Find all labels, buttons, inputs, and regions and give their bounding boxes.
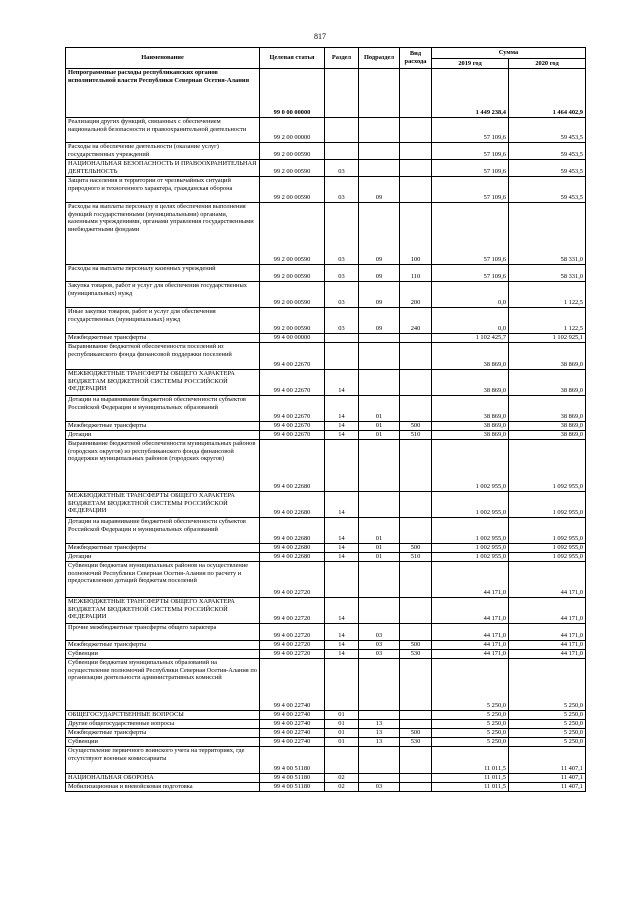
row-name: Дотации — [66, 553, 260, 562]
row-name: Субвенции — [66, 650, 260, 659]
row-sum-2020: 38 869,0 — [509, 396, 586, 422]
row-sum-2020: 59 453,5 — [509, 118, 586, 143]
row-target-article: 99 2 00 00590 — [260, 143, 325, 160]
row-sum-2020: 1 092 955,0 — [509, 492, 586, 518]
table-row — [66, 160, 586, 177]
row-sum-2020: 5 250,0 — [509, 720, 586, 729]
row-name: Другие общегосударственные вопросы — [66, 720, 260, 729]
row-sum-2020: 5 250,0 — [509, 711, 586, 720]
row-podrazdel — [359, 343, 400, 370]
row-sum-2020: 59 453,5 — [509, 160, 586, 177]
row-name: Межбюджетные трансферты — [66, 334, 260, 343]
row-sum-2019: 5 250,0 — [432, 729, 509, 738]
row-sum-2020: 1 092 955,0 — [509, 553, 586, 562]
budget-table — [65, 47, 586, 792]
row-podrazdel: 13 — [359, 720, 400, 729]
row-sum-2020: 1 102 925,1 — [509, 334, 586, 343]
row-podrazdel: 03 — [359, 783, 400, 792]
row-vid: 530 — [400, 738, 432, 747]
row-razdel: 14 — [325, 544, 359, 553]
row-name: Межбюджетные трансферты — [66, 729, 260, 738]
row-podrazdel — [359, 562, 400, 598]
row-name: Субвенции — [66, 738, 260, 747]
table-row — [66, 598, 586, 624]
table-row — [66, 492, 586, 518]
row-sum-2020: 5 250,0 — [509, 729, 586, 738]
table-row — [66, 431, 586, 440]
row-target-article: 99 4 00 00000 — [260, 334, 325, 343]
header-target-article: Целевая статья — [260, 48, 325, 69]
row-target-article: 99 4 00 22680 — [260, 440, 325, 492]
row-vid: 240 — [400, 308, 432, 334]
header-summa: Сумма — [432, 48, 586, 59]
table-row — [66, 308, 586, 334]
row-target-article: 99 4 00 22670 — [260, 422, 325, 431]
row-sum-2019: 44 171,0 — [432, 598, 509, 624]
row-sum-2019: 1 102 425,7 — [432, 334, 509, 343]
row-vid: 110 — [400, 265, 432, 282]
row-sum-2020: 59 453,5 — [509, 177, 586, 203]
row-sum-2020: 5 250,0 — [509, 738, 586, 747]
row-target-article: 99 2 00 00590 — [260, 177, 325, 203]
row-vid — [400, 659, 432, 711]
row-target-article: 99 4 00 22680 — [260, 544, 325, 553]
row-sum-2019: 44 171,0 — [432, 562, 509, 598]
header-2020: 2020 год — [509, 59, 586, 69]
table-row — [66, 370, 586, 396]
row-target-article: 99 4 00 22740 — [260, 738, 325, 747]
row-razdel: 03 — [325, 203, 359, 265]
row-vid — [400, 492, 432, 518]
table-row — [66, 544, 586, 553]
row-vid: 200 — [400, 282, 432, 308]
row-sum-2020: 11 407,1 — [509, 774, 586, 783]
table-row — [66, 396, 586, 422]
row-vid: 500 — [400, 729, 432, 738]
row-name: Дотации на выравнивание бюджетной обеспеченности субъектов Российской Федерации и муниципальных образований — [66, 396, 260, 422]
row-razdel: 14 — [325, 553, 359, 562]
row-sum-2019: 57 109,6 — [432, 203, 509, 265]
row-podrazdel — [359, 492, 400, 518]
row-sum-2020: 1 122,5 — [509, 308, 586, 334]
row-target-article: 99 4 00 51180 — [260, 747, 325, 774]
row-podrazdel: 13 — [359, 738, 400, 747]
row-vid: 530 — [400, 650, 432, 659]
table-body — [66, 69, 586, 792]
row-sum-2020: 44 171,0 — [509, 562, 586, 598]
row-podrazdel: 09 — [359, 308, 400, 334]
row-sum-2019: 11 011,5 — [432, 783, 509, 792]
row-target-article: 99 4 00 22720 — [260, 650, 325, 659]
row-name: Расходы на выплаты персоналу казенных учреждений — [66, 265, 260, 282]
row-name: Субвенции бюджетам муниципальных районов на осуществление полномочий Республики Северная Осетия-Алания по расчету и предоставлению дотаций бюджетам поселений — [66, 562, 260, 598]
row-target-article: 99 4 00 22740 — [260, 711, 325, 720]
row-sum-2019: 57 109,6 — [432, 118, 509, 143]
row-sum-2020: 1 122,5 — [509, 282, 586, 308]
row-name: Выравнивание бюджетной обеспеченности муниципальных районов (городских округов) из республиканского фонда финансовой поддержки муниципальных районов (городских округов) — [66, 440, 260, 492]
row-sum-2019: 1 002 955,0 — [432, 553, 509, 562]
row-podrazdel — [359, 659, 400, 711]
header-vid-rashoda: Вид расхода — [400, 48, 432, 69]
row-podrazdel: 01 — [359, 422, 400, 431]
row-target-article: 99 4 00 22670 — [260, 431, 325, 440]
row-name: Осуществление первичного воинского учета на территориях, где отсутствуют военные комиссариаты — [66, 747, 260, 774]
row-sum-2020: 1 092 955,0 — [509, 440, 586, 492]
row-sum-2020: 38 869,0 — [509, 343, 586, 370]
row-vid: 500 — [400, 422, 432, 431]
row-podrazdel: 01 — [359, 431, 400, 440]
table-row — [66, 343, 586, 370]
row-target-article: 99 4 00 22720 — [260, 624, 325, 641]
row-razdel: 02 — [325, 783, 359, 792]
row-sum-2019: 38 869,0 — [432, 422, 509, 431]
row-razdel: 03 — [325, 160, 359, 177]
row-podrazdel — [359, 440, 400, 492]
row-vid — [400, 774, 432, 783]
row-sum-2019: 1 002 955,0 — [432, 544, 509, 553]
row-sum-2019: 5 250,0 — [432, 659, 509, 711]
row-target-article: 99 2 00 00590 — [260, 160, 325, 177]
header-name: Наименование — [66, 48, 260, 69]
row-sum-2019: 38 869,0 — [432, 370, 509, 396]
row-vid — [400, 69, 432, 118]
row-name: Межбюджетные трансферты — [66, 641, 260, 650]
table-row — [66, 440, 586, 492]
row-vid — [400, 783, 432, 792]
table-row — [66, 143, 586, 160]
row-podrazdel — [359, 774, 400, 783]
row-target-article: 99 2 00 00590 — [260, 308, 325, 334]
row-name: Дотации на выравнивание бюджетной обеспеченности субъектов Российской Федерации и муниципальных образований — [66, 518, 260, 544]
row-sum-2019: 57 109,6 — [432, 143, 509, 160]
table-row — [66, 624, 586, 641]
row-target-article: 99 4 00 51180 — [260, 774, 325, 783]
table-row — [66, 711, 586, 720]
row-vid — [400, 143, 432, 160]
row-target-article: 99 2 00 00590 — [260, 265, 325, 282]
row-vid: 500 — [400, 544, 432, 553]
row-razdel — [325, 747, 359, 774]
row-razdel: 14 — [325, 641, 359, 650]
row-vid — [400, 343, 432, 370]
table-row — [66, 659, 586, 711]
row-razdel: 14 — [325, 598, 359, 624]
row-name: Непрограммные расходы республиканских органов исполнительной власти Республики Северная Осетия-Алания — [66, 69, 260, 118]
row-sum-2019: 5 250,0 — [432, 720, 509, 729]
row-podrazdel: 03 — [359, 624, 400, 641]
row-target-article: 99 2 00 00590 — [260, 282, 325, 308]
row-sum-2019: 1 002 955,0 — [432, 492, 509, 518]
table-row — [66, 69, 586, 118]
row-vid: 510 — [400, 553, 432, 562]
row-podrazdel — [359, 598, 400, 624]
row-podrazdel — [359, 118, 400, 143]
row-vid — [400, 440, 432, 492]
row-vid — [400, 334, 432, 343]
row-sum-2019: 44 171,0 — [432, 641, 509, 650]
row-podrazdel — [359, 747, 400, 774]
row-podrazdel — [359, 334, 400, 343]
row-name: ОБЩЕГОСУДАРСТВЕННЫЕ ВОПРОСЫ — [66, 711, 260, 720]
row-razdel — [325, 69, 359, 118]
row-razdel: 14 — [325, 370, 359, 396]
row-name: Защита населения и территории от чрезвычайных ситуаций природного и техногенного характера, гражданская оборона — [66, 177, 260, 203]
row-sum-2019: 57 109,6 — [432, 160, 509, 177]
table-row — [66, 729, 586, 738]
row-target-article: 99 4 00 22670 — [260, 343, 325, 370]
row-podrazdel — [359, 370, 400, 396]
row-sum-2019: 57 109,6 — [432, 177, 509, 203]
row-podrazdel: 09 — [359, 203, 400, 265]
row-razdel: 01 — [325, 738, 359, 747]
header-razdel: Раздел — [325, 48, 359, 69]
row-name: НАЦИОНАЛЬНАЯ БЕЗОПАСНОСТЬ И ПРАВООХРАНИТЕЛЬНАЯ ДЕЯТЕЛЬНОСТЬ — [66, 160, 260, 177]
page-number: 817 — [314, 32, 326, 41]
row-razdel: 01 — [325, 711, 359, 720]
row-name: Реализация других функций, связанных с обеспечением национальной безопасности и правоохранительной деятельности — [66, 118, 260, 143]
row-sum-2020: 44 171,0 — [509, 598, 586, 624]
row-razdel: 14 — [325, 492, 359, 518]
row-vid — [400, 160, 432, 177]
row-sum-2019: 38 869,0 — [432, 343, 509, 370]
row-name: Закупка товаров, работ и услуг для обеспечения государственных (муниципальных) нужд — [66, 282, 260, 308]
row-razdel: 03 — [325, 282, 359, 308]
row-sum-2020: 59 453,5 — [509, 143, 586, 160]
table-row — [66, 553, 586, 562]
row-podrazdel: 09 — [359, 177, 400, 203]
row-sum-2019: 0,0 — [432, 282, 509, 308]
row-vid — [400, 177, 432, 203]
row-target-article: 99 4 00 22720 — [260, 562, 325, 598]
row-name: Прочие межбюджетные трансферты общего характера — [66, 624, 260, 641]
row-name: МЕЖБЮДЖЕТНЫЕ ТРАНСФЕРТЫ ОБЩЕГО ХАРАКТЕРА БЮДЖЕТАМ БЮДЖЕТНОЙ СИСТЕМЫ РОССИЙСКОЙ ФЕДЕРАЦИИ — [66, 598, 260, 624]
table-row — [66, 282, 586, 308]
row-sum-2020: 58 331,0 — [509, 265, 586, 282]
row-sum-2019: 1 002 955,0 — [432, 518, 509, 544]
row-podrazdel: 01 — [359, 544, 400, 553]
row-vid: 510 — [400, 431, 432, 440]
row-razdel: 01 — [325, 729, 359, 738]
row-razdel — [325, 143, 359, 160]
row-name: МЕЖБЮДЖЕТНЫЕ ТРАНСФЕРТЫ ОБЩЕГО ХАРАКТЕРА БЮДЖЕТАМ БЮДЖЕТНОЙ СИСТЕМЫ РОССИЙСКОЙ ФЕДЕРАЦИИ — [66, 370, 260, 396]
row-name: Межбюджетные трансферты — [66, 544, 260, 553]
row-razdel: 14 — [325, 518, 359, 544]
header-2019: 2019 год — [432, 59, 509, 69]
row-razdel: 01 — [325, 720, 359, 729]
row-target-article: 99 4 00 22740 — [260, 729, 325, 738]
row-razdel: 03 — [325, 177, 359, 203]
row-target-article: 99 4 00 22680 — [260, 492, 325, 518]
row-name: МЕЖБЮДЖЕТНЫЕ ТРАНСФЕРТЫ ОБЩЕГО ХАРАКТЕРА БЮДЖЕТАМ БЮДЖЕТНОЙ СИСТЕМЫ РОССИЙСКОЙ ФЕДЕРАЦИИ — [66, 492, 260, 518]
row-vid — [400, 396, 432, 422]
row-sum-2019: 44 171,0 — [432, 650, 509, 659]
row-target-article: 99 4 00 22720 — [260, 598, 325, 624]
row-sum-2020: 5 250,0 — [509, 659, 586, 711]
row-razdel — [325, 659, 359, 711]
row-target-article: 99 4 00 22740 — [260, 720, 325, 729]
row-razdel: 14 — [325, 422, 359, 431]
row-vid — [400, 624, 432, 641]
table-row — [66, 177, 586, 203]
row-sum-2020: 44 171,0 — [509, 641, 586, 650]
row-sum-2020: 1 092 955,0 — [509, 518, 586, 544]
row-vid — [400, 711, 432, 720]
row-razdel — [325, 118, 359, 143]
row-vid — [400, 370, 432, 396]
row-sum-2020: 44 171,0 — [509, 650, 586, 659]
row-sum-2019: 11 011,5 — [432, 774, 509, 783]
row-name: Межбюджетные трансферты — [66, 422, 260, 431]
header-podrazdel: Подраздел — [359, 48, 400, 69]
row-vid — [400, 518, 432, 544]
table-row — [66, 562, 586, 598]
row-sum-2019: 38 869,0 — [432, 396, 509, 422]
row-vid — [400, 598, 432, 624]
table-row — [66, 422, 586, 431]
row-sum-2019: 1 002 955,0 — [432, 440, 509, 492]
row-razdel — [325, 440, 359, 492]
row-vid: 100 — [400, 203, 432, 265]
row-razdel — [325, 334, 359, 343]
row-vid: 500 — [400, 641, 432, 650]
row-podrazdel: 03 — [359, 650, 400, 659]
row-razdel: 02 — [325, 774, 359, 783]
table-row — [66, 265, 586, 282]
row-podrazdel — [359, 160, 400, 177]
row-sum-2020: 58 331,0 — [509, 203, 586, 265]
row-sum-2019: 5 250,0 — [432, 738, 509, 747]
row-sum-2019: 38 869,0 — [432, 431, 509, 440]
row-name: Расходы на обеспечение деятельности (оказание услуг) государственных учреждений — [66, 143, 260, 160]
row-podrazdel — [359, 711, 400, 720]
row-vid — [400, 747, 432, 774]
row-target-article: 99 4 00 22720 — [260, 641, 325, 650]
row-podrazdel: 01 — [359, 518, 400, 544]
row-razdel: 14 — [325, 396, 359, 422]
row-target-article: 99 0 00 00000 — [260, 69, 325, 118]
row-podrazdel: 01 — [359, 396, 400, 422]
row-podrazdel: 09 — [359, 282, 400, 308]
table-row — [66, 783, 586, 792]
row-sum-2019: 0,0 — [432, 308, 509, 334]
table-row — [66, 738, 586, 747]
row-sum-2020: 38 869,0 — [509, 422, 586, 431]
row-sum-2020: 38 869,0 — [509, 370, 586, 396]
row-name: Дотации — [66, 431, 260, 440]
row-sum-2019: 5 250,0 — [432, 711, 509, 720]
row-name: Расходы на выплаты персоналу в целях обеспечения выполнения функций государственными (муниципальными) органами, казенными учреждениями, органами управления государственными внебюджетными фондами — [66, 203, 260, 265]
row-sum-2020: 38 869,0 — [509, 431, 586, 440]
row-podrazdel: 13 — [359, 729, 400, 738]
table-row — [66, 118, 586, 143]
row-name: НАЦИОНАЛЬНАЯ ОБОРОНА — [66, 774, 260, 783]
row-razdel — [325, 343, 359, 370]
row-vid — [400, 118, 432, 143]
row-vid — [400, 720, 432, 729]
row-sum-2020: 1 092 955,0 — [509, 544, 586, 553]
row-sum-2020: 11 407,1 — [509, 747, 586, 774]
row-target-article: 99 4 00 22680 — [260, 518, 325, 544]
row-target-article: 99 4 00 22740 — [260, 659, 325, 711]
row-target-article: 99 2 00 00590 — [260, 203, 325, 265]
row-podrazdel: 09 — [359, 265, 400, 282]
row-sum-2020: 44 171,0 — [509, 624, 586, 641]
row-name: Выравнивание бюджетной обеспеченности поселений из республиканского фонда финансовой поддержки поселений — [66, 343, 260, 370]
table-row — [66, 747, 586, 774]
row-podrazdel — [359, 69, 400, 118]
table-row — [66, 641, 586, 650]
row-razdel: 14 — [325, 650, 359, 659]
row-vid — [400, 562, 432, 598]
row-podrazdel: 03 — [359, 641, 400, 650]
row-target-article: 99 4 00 22670 — [260, 396, 325, 422]
row-target-article: 99 4 00 51180 — [260, 783, 325, 792]
row-target-article: 99 4 00 22680 — [260, 553, 325, 562]
row-name: Мобилизационная и вневойсковая подготовка — [66, 783, 260, 792]
row-podrazdel — [359, 143, 400, 160]
row-sum-2019: 57 109,6 — [432, 265, 509, 282]
row-sum-2019: 1 449 238,4 — [432, 69, 509, 118]
table-row — [66, 720, 586, 729]
table-row — [66, 650, 586, 659]
table-row — [66, 334, 586, 343]
row-target-article: 99 2 00 00000 — [260, 118, 325, 143]
table-row — [66, 774, 586, 783]
row-razdel: 14 — [325, 624, 359, 641]
table-row — [66, 518, 586, 544]
row-razdel — [325, 562, 359, 598]
row-podrazdel: 01 — [359, 553, 400, 562]
row-name: Иные закупки товаров, работ и услуг для обеспечения государственных (муниципальных) нужд — [66, 308, 260, 334]
row-razdel: 14 — [325, 431, 359, 440]
row-razdel: 03 — [325, 308, 359, 334]
row-target-article: 99 4 00 22670 — [260, 370, 325, 396]
row-sum-2020: 11 407,1 — [509, 783, 586, 792]
table-row — [66, 203, 586, 265]
row-sum-2019: 11 011,5 — [432, 747, 509, 774]
row-sum-2020: 1 464 402,9 — [509, 69, 586, 118]
row-razdel: 03 — [325, 265, 359, 282]
row-sum-2019: 44 171,0 — [432, 624, 509, 641]
row-name: Субвенции бюджетам муниципальных образований на осуществление полномочий Республики Северная Осетия-Алания по организации деятельности административных комиссий — [66, 659, 260, 711]
